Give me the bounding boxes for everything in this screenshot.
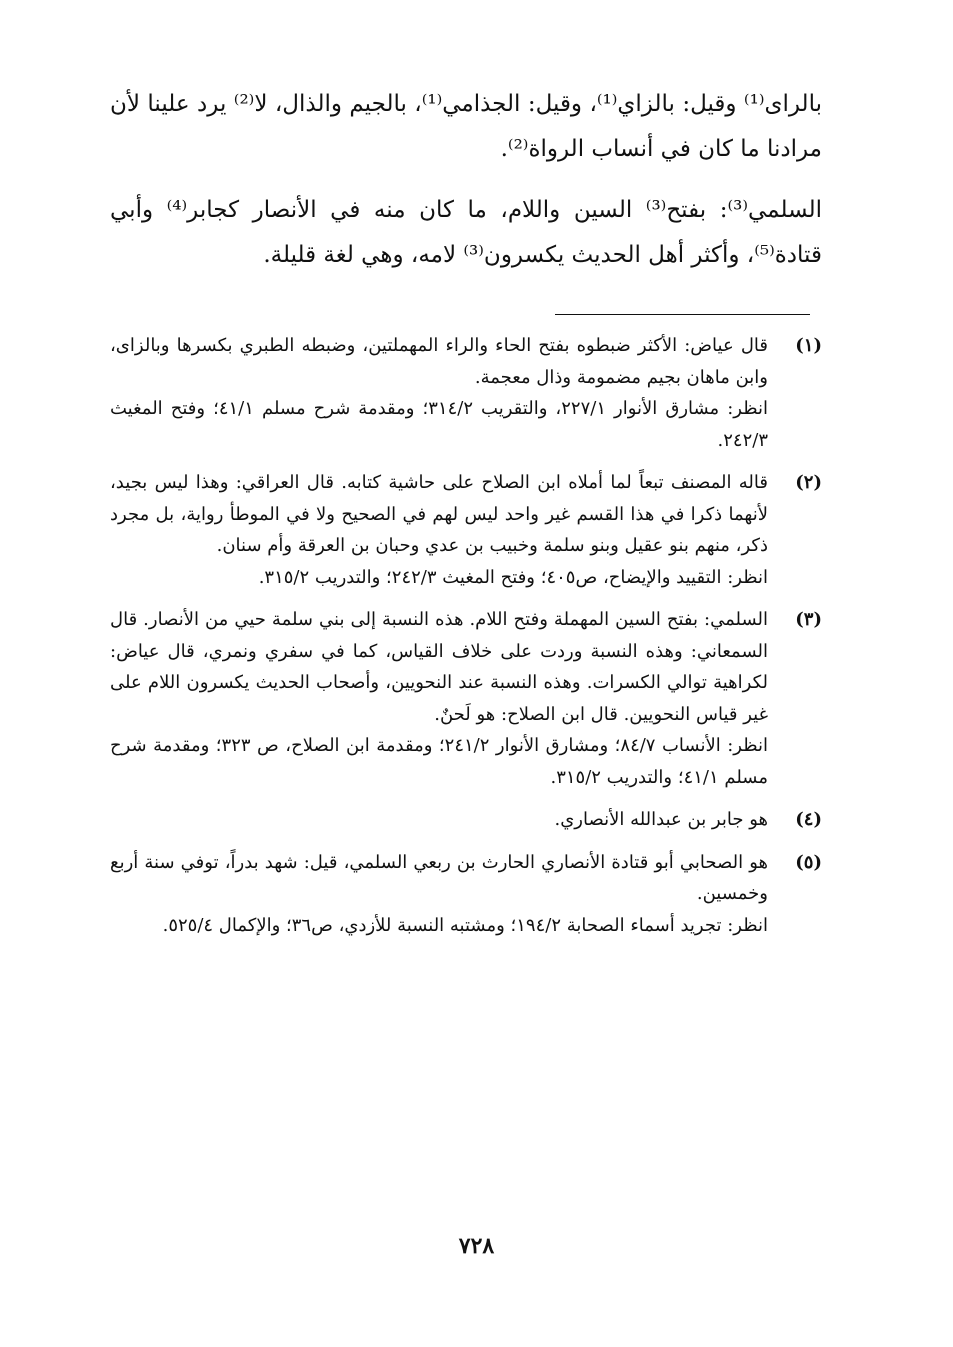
footnote-reference: انظر: مشارق الأنوار ٢٢٧/١، والتقريب ٣١٤/٢؛ ومقدمة شرح مسلم ٤١/١؛ وفتح المغيث ٢٤٢/٣. [110,398,769,451]
footnote-text: قاله المصنف تبعاً لما أملاه ابن الصلاح على حاشية كتابه. قال العراقي: وهذا ليس بجيد، لأنهما ذكرا في هذا القسم غير واحد ليس لهم في الصحيح ولا في الموطأ رواية، بل مجرد ذكر، منهم بنو عقيل وبنو سلمة وخبيب بن عدي وحبان بن العرقة وأم سنان. [110,472,768,556]
footnote-divider [555,314,810,315]
footnote-2 [110,467,822,593]
footnote-reference: انظر: الأنساب ٨٤/٧؛ ومشارق الأنوار ٢٤١/٢؛ ومقدمة ابن الصلاح، ص ٣٢٣؛ ومقدمة شرح مسلم ٤١/١؛ والتدريب ٣١٥/٢. [110,735,769,788]
page-number: ٧٢٨ [458,1233,495,1259]
footnote-1 [110,330,822,456]
footnote-reference: انظر: تجريد أسماء الصحابة ١٩٤/٢؛ ومشتبه النسبة للأزدي، ص٣٦؛ والإكمال ٥٢٥/٤. [162,914,768,936]
footnote-number: (٤) [795,809,822,830]
footnote-3 [110,604,822,793]
footnote-text: قال عياض: الأكثر ضبطوه بفتح الحاء والراء المهملتين، وضبطه الطبري بكسرها وبالزاى، وابن ماهان بجيم مضمومة وذال معجمة. [110,335,768,388]
footnotes [110,330,822,952]
main-text [110,82,822,294]
main-paragraph: السلمي⁽³⁾: بفتح⁽³⁾ السين واللام، ما كان منه في الأنصار كجابر⁽⁴⁾ وأبي قتادة⁽⁵⁾، وأكثر أهل الحديث يكسرون⁽³⁾ لامه، وهي لغة قليلة. [110,197,823,268]
footnote-5 [110,847,822,942]
footnote-text: هو جابر بن عبدالله الأنصاري. [554,809,768,830]
footnote-number: (٢) [795,472,822,493]
footnote-text: هو الصحابي أبو قتادة الأنصاري الحارث بن ربعي السلمي، قيل: شهد بدراً، توفي سنة أربع وخمسين. [110,851,768,904]
footnote-number: (٥) [795,851,822,873]
footnote-4 [110,804,822,836]
footnote-text: السلمي: بفتح السين المهملة وفتح اللام. هذه النسبة إلى بني سلمة حيي من الأنصار. قال السمعاني: وهذه النسبة وردت على خلاف القياس، كما في سفري ونمري، قال عياض: لكراهية توالي الكسرات. وهذه النسبة عند النحويين، وأصحاب الحديث يكسرون اللام على غير قياس النحويين. قال ابن الصلاح: هو لَحنٌ. [110,609,768,725]
footnote-number: (١) [795,335,822,356]
footnote-number: (٣) [795,609,822,630]
footnote-reference: انظر: التقييد والإيضاح، ص٤٠٥؛ وفتح المغيث ٢٤٢/٣؛ والتدريب ٣١٥/٢. [258,566,768,588]
main-paragraph: بالراى⁽¹⁾ وقيل: بالزاي⁽¹⁾، وقيل: الجذامي⁽¹⁾، بالجيم والذال، لا⁽²⁾ يرد علينا لأن مرادنا ما كان في أنساب الرواة⁽²⁾. [110,91,822,162]
